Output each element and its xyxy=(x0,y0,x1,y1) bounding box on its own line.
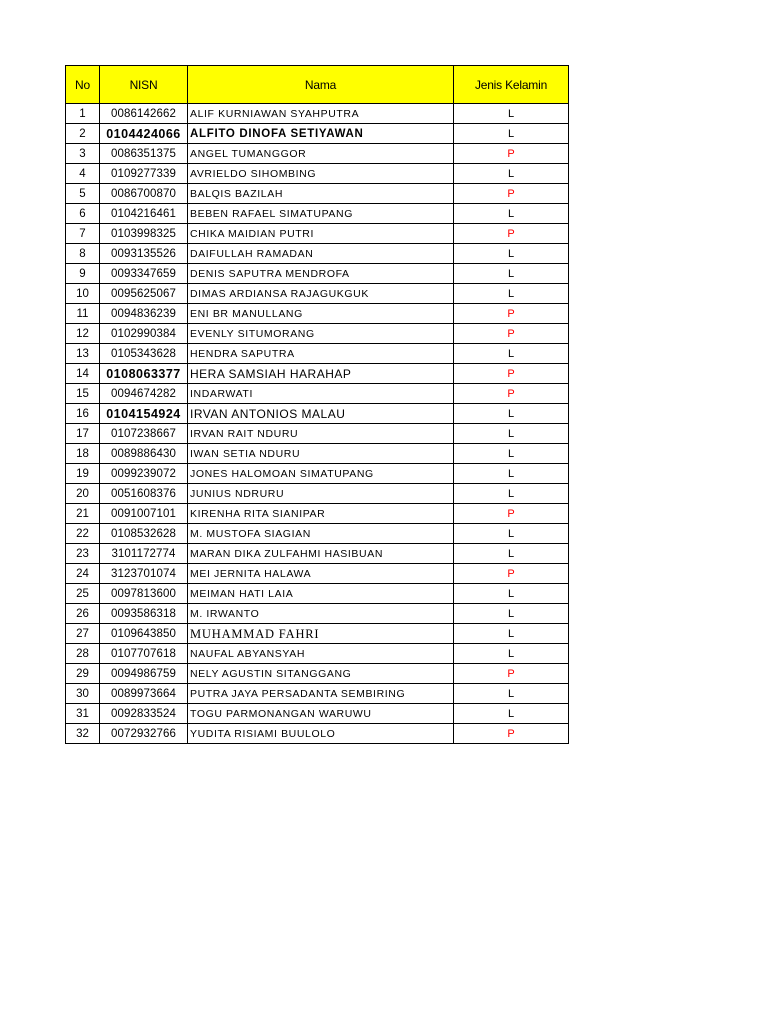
cell-nama: MEIMAN HATI LAIA xyxy=(188,584,454,604)
cell-nisn: 0086142662 xyxy=(100,104,188,124)
cell-jenis-kelamin: P xyxy=(454,664,569,684)
cell-jenis-kelamin: L xyxy=(454,104,569,124)
cell-jenis-kelamin: L xyxy=(454,684,569,704)
cell-nama: ENI BR MANULLANG xyxy=(188,304,454,324)
cell-nisn: 0093135526 xyxy=(100,244,188,264)
cell-no: 28 xyxy=(66,644,100,664)
table-row xyxy=(66,604,569,624)
cell-no: 10 xyxy=(66,284,100,304)
cell-no: 11 xyxy=(66,304,100,324)
cell-nama: DENIS SAPUTRA MENDROFA xyxy=(188,264,454,284)
cell-nisn: 0086700870 xyxy=(100,184,188,204)
cell-no: 2 xyxy=(66,124,100,144)
cell-no: 15 xyxy=(66,384,100,404)
table-row xyxy=(66,684,569,704)
table-row xyxy=(66,484,569,504)
cell-nama: MARAN DIKA ZULFAHMI HASIBUAN xyxy=(188,544,454,564)
cell-nama: MEI JERNITA HALAWA xyxy=(188,564,454,584)
table-row xyxy=(66,624,569,644)
cell-nama: MUHAMMAD FAHRI xyxy=(188,624,454,644)
cell-nama: INDARWATI xyxy=(188,384,454,404)
table-row xyxy=(66,564,569,584)
cell-jenis-kelamin: P xyxy=(454,384,569,404)
cell-nisn: 0094986759 xyxy=(100,664,188,684)
cell-nisn: 3123701074 xyxy=(100,564,188,584)
cell-no: 1 xyxy=(66,104,100,124)
table-row xyxy=(66,544,569,564)
table-row xyxy=(66,304,569,324)
cell-nisn: 0095625067 xyxy=(100,284,188,304)
cell-nama: CHIKA MAIDIAN PUTRI xyxy=(188,224,454,244)
cell-no: 16 xyxy=(66,404,100,424)
cell-nama: JONES HALOMOAN SIMATUPANG xyxy=(188,464,454,484)
cell-nama: KIRENHA RITA SIANIPAR xyxy=(188,504,454,524)
cell-no: 14 xyxy=(66,364,100,384)
cell-jenis-kelamin: L xyxy=(454,524,569,544)
table-row xyxy=(66,344,569,364)
cell-jenis-kelamin: L xyxy=(454,644,569,664)
cell-nama: IRVAN RAIT NDURU xyxy=(188,424,454,444)
cell-nisn: 0105343628 xyxy=(100,344,188,364)
cell-no: 19 xyxy=(66,464,100,484)
cell-jenis-kelamin: P xyxy=(454,724,569,744)
header-nama: Nama xyxy=(188,66,454,104)
cell-no: 17 xyxy=(66,424,100,444)
cell-no: 6 xyxy=(66,204,100,224)
cell-nama: M. IRWANTO xyxy=(188,604,454,624)
cell-no: 24 xyxy=(66,564,100,584)
cell-jenis-kelamin: L xyxy=(454,164,569,184)
cell-no: 32 xyxy=(66,724,100,744)
cell-nisn: 0051608376 xyxy=(100,484,188,504)
cell-nisn: 0107707618 xyxy=(100,644,188,664)
cell-jenis-kelamin: P xyxy=(454,144,569,164)
table-row xyxy=(66,584,569,604)
cell-nisn: 0097813600 xyxy=(100,584,188,604)
cell-nama: PUTRA JAYA PERSADANTA SEMBIRING xyxy=(188,684,454,704)
cell-nama: NELY AGUSTIN SITANGGANG xyxy=(188,664,454,684)
header-no: No xyxy=(66,66,100,104)
cell-nama: DAIFULLAH RAMADAN xyxy=(188,244,454,264)
table-row xyxy=(66,464,569,484)
cell-nama: IWAN SETIA NDURU xyxy=(188,444,454,464)
cell-no: 25 xyxy=(66,584,100,604)
cell-nama: AVRIELDO SIHOMBING xyxy=(188,164,454,184)
cell-nama: EVENLY SITUMORANG xyxy=(188,324,454,344)
cell-no: 3 xyxy=(66,144,100,164)
cell-jenis-kelamin: L xyxy=(454,704,569,724)
cell-nama: JUNIUS NDRURU xyxy=(188,484,454,504)
cell-nisn: 0104424066 xyxy=(100,124,188,144)
header-nisn: NISN xyxy=(100,66,188,104)
table-row xyxy=(66,444,569,464)
cell-jenis-kelamin: L xyxy=(454,604,569,624)
cell-jenis-kelamin: L xyxy=(454,544,569,564)
cell-no: 12 xyxy=(66,324,100,344)
table-row xyxy=(66,664,569,684)
table-row xyxy=(66,124,569,144)
table-row xyxy=(66,724,569,744)
cell-jenis-kelamin: P xyxy=(454,364,569,384)
table-row xyxy=(66,504,569,524)
cell-nisn: 0089886430 xyxy=(100,444,188,464)
cell-nisn: 0102990384 xyxy=(100,324,188,344)
header-jenis-kelamin: Jenis Kelamin xyxy=(454,66,569,104)
cell-no: 26 xyxy=(66,604,100,624)
cell-nama: HENDRA SAPUTRA xyxy=(188,344,454,364)
cell-nisn: 0104154924 xyxy=(100,404,188,424)
cell-nisn: 0099239072 xyxy=(100,464,188,484)
cell-nama: ALFITO DINOFA SETIYAWAN xyxy=(188,124,454,144)
table-row xyxy=(66,424,569,444)
table-row xyxy=(66,644,569,664)
cell-no: 30 xyxy=(66,684,100,704)
cell-no: 20 xyxy=(66,484,100,504)
cell-jenis-kelamin: P xyxy=(454,184,569,204)
cell-no: 7 xyxy=(66,224,100,244)
cell-nisn: 0072932766 xyxy=(100,724,188,744)
cell-jenis-kelamin: P xyxy=(454,564,569,584)
cell-jenis-kelamin: L xyxy=(454,284,569,304)
cell-nisn: 0108063377 xyxy=(100,364,188,384)
cell-jenis-kelamin: P xyxy=(454,324,569,344)
cell-nama: M. MUSTOFA SIAGIAN xyxy=(188,524,454,544)
cell-nama: BALQIS BAZILAH xyxy=(188,184,454,204)
table-row xyxy=(66,364,569,384)
table-row xyxy=(66,244,569,264)
cell-jenis-kelamin: P xyxy=(454,224,569,244)
cell-jenis-kelamin: L xyxy=(454,264,569,284)
table-row xyxy=(66,204,569,224)
cell-no: 22 xyxy=(66,524,100,544)
cell-jenis-kelamin: L xyxy=(454,124,569,144)
student-roster-table xyxy=(65,65,569,744)
cell-nisn: 0091007101 xyxy=(100,504,188,524)
cell-nisn: 0109277339 xyxy=(100,164,188,184)
table-row xyxy=(66,324,569,344)
cell-no: 8 xyxy=(66,244,100,264)
cell-jenis-kelamin: L xyxy=(454,344,569,364)
cell-no: 13 xyxy=(66,344,100,364)
cell-nama: ANGEL TUMANGGOR xyxy=(188,144,454,164)
table-row xyxy=(66,184,569,204)
cell-nama: YUDITA RISIAMI BUULOLO xyxy=(188,724,454,744)
cell-no: 31 xyxy=(66,704,100,724)
cell-no: 9 xyxy=(66,264,100,284)
cell-nisn: 0108532628 xyxy=(100,524,188,544)
cell-nisn: 3101172774 xyxy=(100,544,188,564)
table-row xyxy=(66,264,569,284)
cell-nisn: 0094674282 xyxy=(100,384,188,404)
cell-nisn: 0103998325 xyxy=(100,224,188,244)
cell-jenis-kelamin: L xyxy=(454,584,569,604)
cell-nama: HERA SAMSIAH HARAHAP xyxy=(188,364,454,384)
table-row xyxy=(66,404,569,424)
cell-jenis-kelamin: L xyxy=(454,424,569,444)
table-row xyxy=(66,164,569,184)
cell-nisn: 0093586318 xyxy=(100,604,188,624)
cell-jenis-kelamin: L xyxy=(454,244,569,264)
cell-nisn: 0093347659 xyxy=(100,264,188,284)
table-row xyxy=(66,384,569,404)
table-row xyxy=(66,704,569,724)
table-row xyxy=(66,144,569,164)
cell-jenis-kelamin: L xyxy=(454,444,569,464)
cell-no: 5 xyxy=(66,184,100,204)
cell-no: 21 xyxy=(66,504,100,524)
cell-jenis-kelamin: P xyxy=(454,504,569,524)
cell-jenis-kelamin: P xyxy=(454,304,569,324)
cell-jenis-kelamin: L xyxy=(454,404,569,424)
cell-nisn: 0094836239 xyxy=(100,304,188,324)
table-row xyxy=(66,224,569,244)
cell-nisn: 0109643850 xyxy=(100,624,188,644)
cell-nisn: 0086351375 xyxy=(100,144,188,164)
cell-jenis-kelamin: L xyxy=(454,204,569,224)
cell-nisn: 0089973664 xyxy=(100,684,188,704)
cell-nama: ALIF KURNIAWAN SYAHPUTRA xyxy=(188,104,454,124)
cell-nisn: 0104216461 xyxy=(100,204,188,224)
cell-no: 4 xyxy=(66,164,100,184)
header-row xyxy=(66,66,569,104)
cell-no: 29 xyxy=(66,664,100,684)
table-row xyxy=(66,284,569,304)
cell-no: 18 xyxy=(66,444,100,464)
cell-nama: NAUFAL ABYANSYAH xyxy=(188,644,454,664)
cell-jenis-kelamin: L xyxy=(454,464,569,484)
cell-nama: TOGU PARMONANGAN WARUWU xyxy=(188,704,454,724)
roster-body xyxy=(66,104,569,744)
cell-nisn: 0107238667 xyxy=(100,424,188,444)
cell-no: 27 xyxy=(66,624,100,644)
cell-nisn: 0092833524 xyxy=(100,704,188,724)
table-row xyxy=(66,524,569,544)
cell-jenis-kelamin: L xyxy=(454,624,569,644)
cell-nama: BEBEN RAFAEL SIMATUPANG xyxy=(188,204,454,224)
cell-nama: DIMAS ARDIANSA RAJAGUKGUK xyxy=(188,284,454,304)
cell-nama: IRVAN ANTONIOS MALAU xyxy=(188,404,454,424)
cell-jenis-kelamin: L xyxy=(454,484,569,504)
table-row xyxy=(66,104,569,124)
cell-no: 23 xyxy=(66,544,100,564)
